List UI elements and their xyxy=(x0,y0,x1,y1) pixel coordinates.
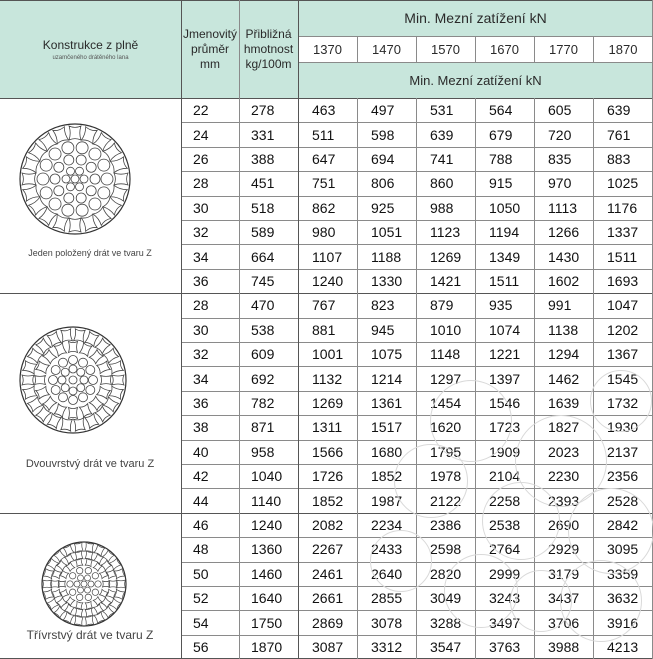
load-cell: 1148 xyxy=(430,346,461,363)
grid-line xyxy=(181,464,653,465)
load-cell: 2258 xyxy=(489,492,521,509)
load-cell: 1726 xyxy=(312,468,344,485)
load-cell: 751 xyxy=(312,175,336,192)
load-cell: 988 xyxy=(430,199,454,216)
grid-line xyxy=(181,610,653,611)
grade-header-1870: 1870 xyxy=(593,36,653,62)
load-cell: 935 xyxy=(489,297,513,314)
load-cell: 3547 xyxy=(430,638,462,655)
load-cell: 679 xyxy=(489,126,513,143)
load-cell: 2764 xyxy=(489,541,521,558)
load-cell: 3095 xyxy=(607,541,639,558)
grid-line xyxy=(0,0,653,1)
load-cell: 1546 xyxy=(489,394,521,411)
load-cell: 647 xyxy=(312,150,336,167)
mass-cell: 1640 xyxy=(251,590,283,607)
grid-line xyxy=(181,488,653,489)
load-cell: 2356 xyxy=(607,468,639,485)
load-cell: 925 xyxy=(371,199,395,216)
load-cell: 463 xyxy=(312,102,336,119)
grid-line xyxy=(298,0,299,659)
grid-line xyxy=(298,62,653,63)
load-cell: 1123 xyxy=(430,224,461,241)
load-cell: 598 xyxy=(371,126,395,143)
grid-line xyxy=(181,391,653,392)
load-cell: 741 xyxy=(430,150,454,167)
load-cell: 3087 xyxy=(312,638,344,655)
load-cell: 511 xyxy=(312,126,335,143)
load-cell: 879 xyxy=(430,297,454,314)
mass-cell: 871 xyxy=(251,419,275,436)
load-cell: 1421 xyxy=(430,272,462,289)
grid-line xyxy=(239,0,240,659)
load-cell: 2528 xyxy=(607,492,639,509)
load-cell: 1430 xyxy=(548,248,580,265)
load-cell: 2842 xyxy=(607,516,639,533)
load-cell: 1367 xyxy=(607,346,639,363)
load-cell: 1462 xyxy=(548,370,580,387)
load-cell: 694 xyxy=(371,150,395,167)
load-cell: 2267 xyxy=(312,541,344,558)
grid-line xyxy=(593,36,594,62)
grid-line xyxy=(181,122,653,123)
load-cell: 1269 xyxy=(430,248,462,265)
load-cell: 1311 xyxy=(312,419,343,436)
load-cell: 2393 xyxy=(548,492,580,509)
load-cell: 1113 xyxy=(548,199,578,216)
load-cell: 3632 xyxy=(607,590,639,607)
load-cell: 605 xyxy=(548,102,572,119)
load-cell: 1025 xyxy=(607,175,639,192)
diameter-cell: 36 xyxy=(193,272,209,289)
load-cell: 2104 xyxy=(489,468,521,485)
grid-line xyxy=(181,147,653,148)
load-cell: 3988 xyxy=(548,638,580,655)
load-cell: 862 xyxy=(312,199,336,216)
load-cell: 835 xyxy=(548,150,572,167)
mass-cell: 331 xyxy=(251,126,275,143)
grid-line xyxy=(475,36,476,62)
load-cell: 2929 xyxy=(548,541,580,558)
rope-diagram-double-z xyxy=(18,325,128,435)
load-cell: 2869 xyxy=(312,614,344,631)
grid-line xyxy=(416,36,417,62)
load-cell: 860 xyxy=(430,175,454,192)
load-cell: 1511 xyxy=(489,272,520,289)
load-cell: 945 xyxy=(371,321,395,338)
load-cell: 720 xyxy=(548,126,572,143)
load-cell: 1397 xyxy=(489,370,521,387)
mass-cell: 518 xyxy=(251,199,275,216)
diameter-cell: 56 xyxy=(193,638,209,655)
diameter-cell: 54 xyxy=(193,614,209,631)
load-cell: 1511 xyxy=(607,248,638,265)
load-cell: 3359 xyxy=(607,565,639,582)
load-cell: 1194 xyxy=(489,224,520,241)
load-cell: 2433 xyxy=(371,541,403,558)
grid-line xyxy=(181,586,653,587)
mass-cell: 538 xyxy=(251,321,275,338)
grade-header-1370: 1370 xyxy=(298,36,357,62)
grid-line xyxy=(181,635,653,636)
grid-line xyxy=(593,98,594,659)
load-cell: 1852 xyxy=(312,492,344,509)
diameter-cell: 32 xyxy=(193,346,209,363)
load-cell: 1051 xyxy=(371,224,403,241)
grid-line xyxy=(181,0,182,659)
load-cell: 1987 xyxy=(371,492,403,509)
diameter-cell: 32 xyxy=(193,224,209,241)
load-cell: 2690 xyxy=(548,516,580,533)
load-cell: 1107 xyxy=(312,248,343,265)
mass-cell: 1460 xyxy=(251,565,283,582)
load-cell: 1517 xyxy=(371,419,403,436)
load-cell: 1138 xyxy=(548,321,579,338)
load-cell: 1620 xyxy=(430,419,462,436)
grid-line xyxy=(181,318,653,319)
diameter-cell: 28 xyxy=(193,297,209,314)
load-cell: 3763 xyxy=(489,638,521,655)
mass-cell: 1040 xyxy=(251,468,283,485)
load-cell: 3437 xyxy=(548,590,580,607)
grid-line xyxy=(181,342,653,343)
group-label-single: Jeden položený drát ve tvaru Z xyxy=(28,248,152,258)
load-cell: 1732 xyxy=(607,394,639,411)
load-cell: 4213 xyxy=(607,638,639,655)
load-cell: 1202 xyxy=(607,321,639,338)
load-cell: 1361 xyxy=(371,394,403,411)
load-cell: 1176 xyxy=(607,199,638,216)
load-cell: 1337 xyxy=(607,224,639,241)
load-cell: 806 xyxy=(371,175,395,192)
diameter-cell: 24 xyxy=(193,126,209,143)
load-cell: 1297 xyxy=(430,370,462,387)
grid-line xyxy=(0,293,653,294)
load-cell: 2082 xyxy=(312,516,344,533)
group-label-triple: Třívrstvý drát ve tvaru Z xyxy=(26,628,154,642)
grade-header-1570: 1570 xyxy=(416,36,475,62)
grid-line xyxy=(357,36,358,62)
load-cell: 639 xyxy=(607,102,631,119)
load-cell: 639 xyxy=(430,126,454,143)
grade-header-1770: 1770 xyxy=(534,36,593,62)
load-cell: 1050 xyxy=(489,199,521,216)
load-cell: 2999 xyxy=(489,565,521,582)
diameter-cell: 36 xyxy=(193,394,209,411)
load-cell: 2230 xyxy=(548,468,580,485)
load-cell: 2023 xyxy=(548,443,580,460)
load-cell: 1001 xyxy=(312,346,344,363)
mass-cell: 1140 xyxy=(251,492,282,509)
mass-cell: 958 xyxy=(251,443,275,460)
load-cell: 3049 xyxy=(430,590,462,607)
mass-cell: 451 xyxy=(251,175,275,192)
mass-cell: 470 xyxy=(251,297,275,314)
header-mass xyxy=(239,0,298,98)
load-cell: 1240 xyxy=(312,272,344,289)
load-cell: 3078 xyxy=(371,614,403,631)
grid-line xyxy=(181,196,653,197)
load-cell: 915 xyxy=(489,175,513,192)
header-load-top xyxy=(298,0,653,36)
load-cell: 2386 xyxy=(430,516,462,533)
header-construction xyxy=(0,0,181,98)
mass-cell: 692 xyxy=(251,370,275,387)
load-cell: 1795 xyxy=(430,443,462,460)
diameter-cell: 22 xyxy=(193,102,209,119)
load-cell: 2461 xyxy=(312,565,344,582)
mass-cell: 388 xyxy=(251,150,275,167)
mass-cell: 278 xyxy=(251,102,275,119)
load-cell: 1978 xyxy=(430,468,462,485)
grid-line xyxy=(181,415,653,416)
diameter-cell: 46 xyxy=(193,516,209,533)
load-cell: 1827 xyxy=(548,419,580,436)
load-cell: 1909 xyxy=(489,443,521,460)
load-cell: 1075 xyxy=(371,346,403,363)
load-cell: 2661 xyxy=(312,590,344,607)
grid-line xyxy=(181,562,653,563)
grid-line xyxy=(181,440,653,441)
diameter-cell: 52 xyxy=(193,590,209,607)
load-cell: 1294 xyxy=(548,346,580,363)
load-cell: 1047 xyxy=(607,297,639,314)
load-cell: 970 xyxy=(548,175,572,192)
construction-subtitle: uzamčeného drátěného lana xyxy=(52,54,129,61)
mass-cell: 745 xyxy=(251,272,275,289)
load-cell: 3243 xyxy=(489,590,521,607)
grid-line xyxy=(0,98,653,99)
diameter-cell: 42 xyxy=(193,468,209,485)
diameter-cell: 50 xyxy=(193,565,209,582)
load-cell: 497 xyxy=(371,102,395,119)
grade-header-1470: 1470 xyxy=(357,36,416,62)
load-cell: 3706 xyxy=(548,614,580,631)
load-cell: 2820 xyxy=(430,565,462,582)
diameter-cell: 30 xyxy=(193,199,209,216)
load-cell: 767 xyxy=(312,297,336,314)
diameter-cell: 26 xyxy=(193,150,209,167)
mass-cell: 609 xyxy=(251,346,275,363)
header-diameter xyxy=(181,0,239,98)
diameter-label: Jmenovitý průměr mm xyxy=(182,26,238,71)
load-cell: 980 xyxy=(312,224,336,241)
load-cell: 2640 xyxy=(371,565,403,582)
load-cell: 531 xyxy=(430,102,454,119)
mass-cell: 782 xyxy=(251,394,275,411)
load-cell: 1269 xyxy=(312,394,344,411)
load-cell: 2137 xyxy=(607,443,639,460)
load-cell: 1454 xyxy=(430,394,462,411)
load-cell: 1852 xyxy=(371,468,403,485)
grid-line xyxy=(416,98,417,659)
load-cell: 2122 xyxy=(430,492,462,509)
construction-title: Konstrukce z plně xyxy=(42,37,139,52)
load-cell: 1266 xyxy=(548,224,580,241)
load-cell: 3179 xyxy=(548,565,580,582)
load-cell: 883 xyxy=(607,150,631,167)
load-cell: 1639 xyxy=(548,394,580,411)
load-title-top: Min. Mezní zatížení kN xyxy=(404,10,547,26)
load-cell: 2538 xyxy=(489,516,521,533)
diameter-cell: 30 xyxy=(193,321,209,338)
load-cell: 2598 xyxy=(430,541,462,558)
load-title-bottom: Min. Mezní zatížení kN xyxy=(409,72,542,88)
grid-line xyxy=(181,244,653,245)
grid-line xyxy=(0,513,653,514)
load-cell: 3288 xyxy=(430,614,462,631)
header-load-bottom xyxy=(298,62,653,98)
load-cell: 991 xyxy=(548,297,572,314)
diameter-cell: 34 xyxy=(193,248,209,265)
grid-line xyxy=(181,171,653,172)
rope-diagram-triple-z xyxy=(40,540,128,628)
load-cell: 1330 xyxy=(371,272,403,289)
load-cell: 1132 xyxy=(312,370,343,387)
grade-header-1670: 1670 xyxy=(475,36,534,62)
mass-cell: 1240 xyxy=(251,516,283,533)
load-cell: 1221 xyxy=(489,346,521,363)
load-cell: 761 xyxy=(607,126,631,143)
rope-diagram-single-z xyxy=(18,122,132,236)
load-cell: 881 xyxy=(312,321,336,338)
diameter-cell: 28 xyxy=(193,175,209,192)
load-cell: 1930 xyxy=(607,419,639,436)
mass-cell: 1870 xyxy=(251,638,283,655)
load-cell: 1602 xyxy=(548,272,580,289)
grid-line xyxy=(475,98,476,659)
load-cell: 2234 xyxy=(371,516,403,533)
grid-line xyxy=(181,269,653,270)
load-cell: 1010 xyxy=(430,321,462,338)
grid-line xyxy=(534,36,535,62)
load-cell: 3312 xyxy=(371,638,403,655)
load-cell: 1680 xyxy=(371,443,403,460)
diameter-cell: 34 xyxy=(193,370,209,387)
load-cell: 1693 xyxy=(607,272,639,289)
load-cell: 1349 xyxy=(489,248,521,265)
load-cell: 788 xyxy=(489,150,513,167)
mass-cell: 589 xyxy=(251,224,275,241)
load-cell: 1545 xyxy=(607,370,639,387)
mass-label: Přibližná hmotnost kg/100m xyxy=(243,26,294,71)
load-cell: 2855 xyxy=(371,590,403,607)
grid-line xyxy=(181,220,653,221)
grid-line xyxy=(357,98,358,659)
grid-line xyxy=(181,537,653,538)
grid-line xyxy=(534,98,535,659)
mass-cell: 664 xyxy=(251,248,275,265)
mass-cell: 1360 xyxy=(251,541,283,558)
diameter-cell: 40 xyxy=(193,443,209,460)
load-cell: 3916 xyxy=(607,614,639,631)
group-label-double: Dvouvrstvý drát ve tvaru Z xyxy=(25,458,155,470)
load-cell: 1074 xyxy=(489,321,521,338)
load-cell: 564 xyxy=(489,102,513,119)
grid-line xyxy=(181,366,653,367)
load-cell: 823 xyxy=(371,297,395,314)
load-cell: 3497 xyxy=(489,614,521,631)
load-cell: 1214 xyxy=(371,370,403,387)
diameter-cell: 38 xyxy=(193,419,209,436)
load-cell: 1566 xyxy=(312,443,344,460)
diameter-cell: 44 xyxy=(193,492,209,509)
load-cell: 1188 xyxy=(371,248,402,265)
mass-cell: 1750 xyxy=(251,614,283,631)
load-cell: 1723 xyxy=(489,419,521,436)
diameter-cell: 48 xyxy=(193,541,209,558)
